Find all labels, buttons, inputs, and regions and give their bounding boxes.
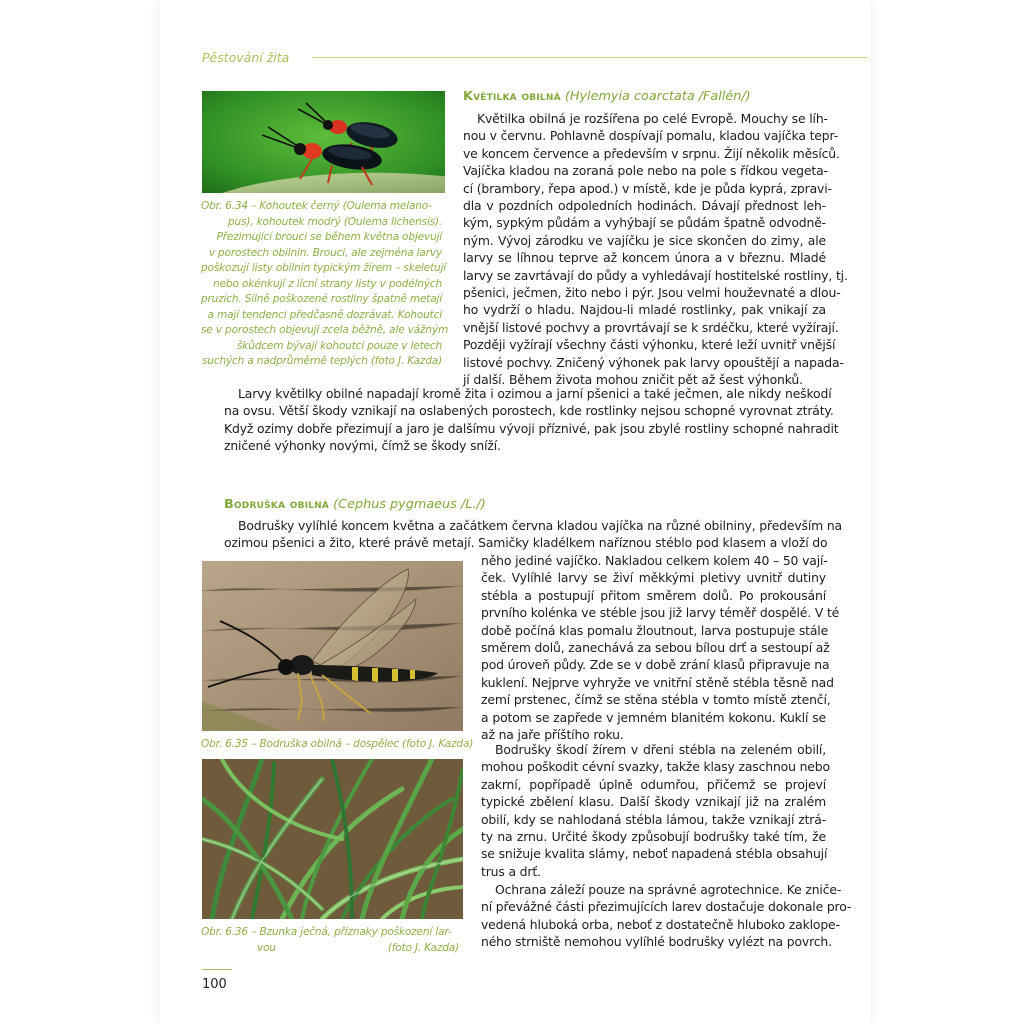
text-line: Ochrana záleží pouze na správné agrotechnice. Ke zniče- xyxy=(495,882,842,897)
text-line: pod úroveň půdy. Zde se v době zrání klasů připravuje na xyxy=(481,657,830,673)
figure-caption-6-35 xyxy=(201,737,474,753)
section-title: Bodruška obilná xyxy=(224,497,330,512)
text-line: zničené výhonky novými, čímž se škody sníží. xyxy=(224,438,501,454)
text-line: ným. Vývoj zárodku ve vajíčku je sice skončen do zimy, ale xyxy=(463,232,826,248)
paragraph-kvetilka-2 xyxy=(224,385,839,455)
caption-line: v porostech obilnin. Brouci, ale zejména larvy xyxy=(208,246,442,259)
latin-open: ( xyxy=(564,89,570,104)
latin-close: ) xyxy=(745,89,751,104)
text-line: zemí prstenec, čímž se stěna stébla v tomto místě ztenčí, xyxy=(481,692,831,708)
text-line: ve koncem července a především v srpnu. Žijí několik měsíců. xyxy=(463,145,840,161)
text-line: stébla a postupují přitom směrem dolů. Po prokousání xyxy=(481,587,826,603)
caption-line: a mají tendenci předčasně dozrávat. Kohoutci xyxy=(207,308,442,321)
caption-line: Obr. 6.34 – Kohoutek černý (Oulema melano- xyxy=(201,200,432,212)
text-line: ní převážné části přezimujících larev dostačuje dokonale pro- xyxy=(481,899,852,915)
caption-line: nebo okénkují z lícní strany listy v podélných xyxy=(213,277,442,290)
text-line: nou v červnu. Pohlavně dospívají pomalu, kladou vajíčka tepr- xyxy=(463,128,838,144)
text-line: trus a drť. xyxy=(481,863,541,879)
caption-line: škůdcem bývají kohoutci pouze v letech xyxy=(236,339,442,352)
text-line: něho jediné vajíčko. Nakladou celkem kolem 40 – 50 vají- xyxy=(481,553,828,568)
caption-line: Obr. 6.36 – Bzunka ječná, příznaky poškození lar- xyxy=(201,926,452,938)
text-line: mohou poškodit cévní svazky, takže klasy zaschnou nebo xyxy=(481,759,830,775)
caption-line-part: vou xyxy=(257,941,276,954)
text-line: typické zbělení klasu. Další škody vznikají již na zralém xyxy=(481,794,826,810)
text-line: jí další. Během života mohou zničit pět až šest výhonků. xyxy=(463,372,803,388)
text-line: směrem dolů, zanechává za sebou bílou drť a sestoupí až xyxy=(481,640,830,656)
beetles-image xyxy=(202,91,445,193)
caption-line: suchých a nadprůměrně teplých (foto J. Kazda) xyxy=(201,355,442,367)
caption-line: se v porostech objevují zcela běžně, ale vážným xyxy=(201,324,449,336)
text-line: a potom se zapřede v jemném blanitém kokonu. Kuklí se xyxy=(481,709,826,725)
text-line: na ovsu. Větší škody vznikají na oslabených porostech, kde rostlinky nejsou schopné vyrovnat ztráty. xyxy=(224,403,834,419)
latin-name: Hylemyia coarctata /Fallén/ xyxy=(569,89,746,104)
text-line: ček. Vylíhlé larvy se živí měkkými pletivy uvnitř dutiny xyxy=(481,570,826,586)
caption-line-part: (foto J. Kazda) xyxy=(387,941,459,954)
paragraph-bodruska-3 xyxy=(481,881,852,951)
text-line: Když ozimy dobře přezimují a jaro je dalšímu vývoji příznivé, pak jsou zbylé rostliny schopné nahradit xyxy=(224,420,839,436)
text-line: vnější listové pochvy a provrtávají se k srdéčku, které vyžírají. xyxy=(463,319,839,335)
paragraph-kvetilka-1 xyxy=(463,110,848,389)
text-line: kuklení. Nejprve vyhryže ve vnitřní stěně stébla těsně nad xyxy=(481,674,834,690)
paragraph-bodruska-intro xyxy=(224,517,842,552)
page-number: 100 xyxy=(202,977,227,992)
figure-grass-damage-photo xyxy=(202,759,463,919)
text-line: Vajíčka kladou na zoraná pole nebo na pole s řídkou vegeta- xyxy=(463,163,828,179)
text-line: larvy se zavrtávají do půdy a vyhledávají hostitelské rostliny, tj. xyxy=(463,267,848,283)
text-line: ozimou pšenici a žito, které právě metají. Samičky kladélkem naříznou stéblo pod klasem a vloží do xyxy=(224,535,828,551)
figure-caption-6-34 xyxy=(201,199,449,370)
caption-line: Přezimující brouci se během května objevují xyxy=(216,231,442,243)
caption-line: pruzích. Silně poškozené rostliny špatně metají xyxy=(201,293,443,305)
latin-close: ) xyxy=(480,497,486,512)
text-line: Květilka obilná je rozšířena po celé Evropě. Mouchy se líh- xyxy=(477,111,828,126)
paragraph-bodruska-1 xyxy=(481,552,840,743)
page-number-rule xyxy=(202,969,232,970)
caption-line: Obr. 6.35 – Bodruška obilná – dospělec (foto J. Kazda) xyxy=(201,738,474,750)
section-title: Květilka obilná xyxy=(463,89,561,104)
figure-beetles-photo xyxy=(202,91,445,193)
caption-line: pus), kohoutek modrý (Oulema lichensis). xyxy=(227,215,442,228)
section-heading-bodruska xyxy=(224,497,486,512)
text-line: dla v pozdních odpoledních hodinách. Dávají přednost leh- xyxy=(463,198,826,214)
text-line: Larvy květilky obilné napadají kromě žita i ozimou a jarní pšenici a také ječmen, ale nikdy neškodí xyxy=(238,386,832,401)
text-line: listové pochvy. Zničený výhonek pak larvy opouštějí a napada- xyxy=(463,354,844,370)
running-head: Pěstování žita xyxy=(202,50,290,65)
latin-name: Cephus pygmaeus /L./ xyxy=(338,497,481,512)
figure-sawfly-photo xyxy=(202,561,463,731)
sawfly-image xyxy=(202,561,463,731)
text-line: cí (brambory, řepa apod.) v místě, kde je půda kyprá, zpravi- xyxy=(463,180,832,196)
text-line: prvního kolénka ve stéble jsou již larvy téměř dospělé. V té xyxy=(481,605,840,621)
text-line: ho vydrží o hladu. Najdou-li mladé rostlinky, pak vnikají za xyxy=(463,302,826,318)
text-line: ného strniště nemohou vylíhlé bodrušky vylézt na povrch. xyxy=(481,934,832,950)
paragraph-bodruska-2 xyxy=(481,741,830,880)
text-line: Bodrušky škodí žírem v dřeni stébla na zeleném obilí, xyxy=(495,742,826,757)
text-line: až na jaře příštího roku. xyxy=(481,727,624,743)
text-line: kým, sypkým půdám a vyhýbají se půdám špatně odvodně- xyxy=(463,215,826,231)
text-line: vedená hluboká orba, neboť z dostatečně hluboko zaklope- xyxy=(481,916,840,932)
section-heading-kvetilka xyxy=(463,89,751,104)
text-line: Později vyžírají všechny části výhonku, které leží uvnitř vnější xyxy=(463,337,836,353)
caption-line: poškozují listy obilnin typickým žírem – skeletují xyxy=(201,262,447,274)
running-head-rule xyxy=(312,57,868,58)
text-line: době počíná klas pomalu žloutnout, larva postupuje stále xyxy=(481,622,829,638)
text-line: ty na zrnu. Určité škody způsobují bodrušky také tím, že xyxy=(481,829,826,845)
text-line: larvy se líhnou teprve až koncem února a v březnu. Mladé xyxy=(463,250,826,266)
text-line: obilí, kdy se nahlodaná stébla lámou, takže vznikají ztrá- xyxy=(481,811,826,827)
text-line: se snižuje kvalita slámy, neboť napadená stébla obsahují xyxy=(481,846,828,862)
text-line: pšenici, ječmen, žito nebo i pýr. Jsou velmi houževnaté a dlou- xyxy=(463,285,841,301)
figure-caption-6-36 xyxy=(201,925,463,956)
latin-open: ( xyxy=(333,497,339,512)
text-line: Bodrušky vylíhlé koncem května a začátkem června kladou vajíčka na různé obilniny, především na xyxy=(238,518,842,533)
grass-image xyxy=(202,759,463,919)
text-line: zakrní, popřípadě úplně odumřou, přičemž se projeví xyxy=(481,776,826,792)
